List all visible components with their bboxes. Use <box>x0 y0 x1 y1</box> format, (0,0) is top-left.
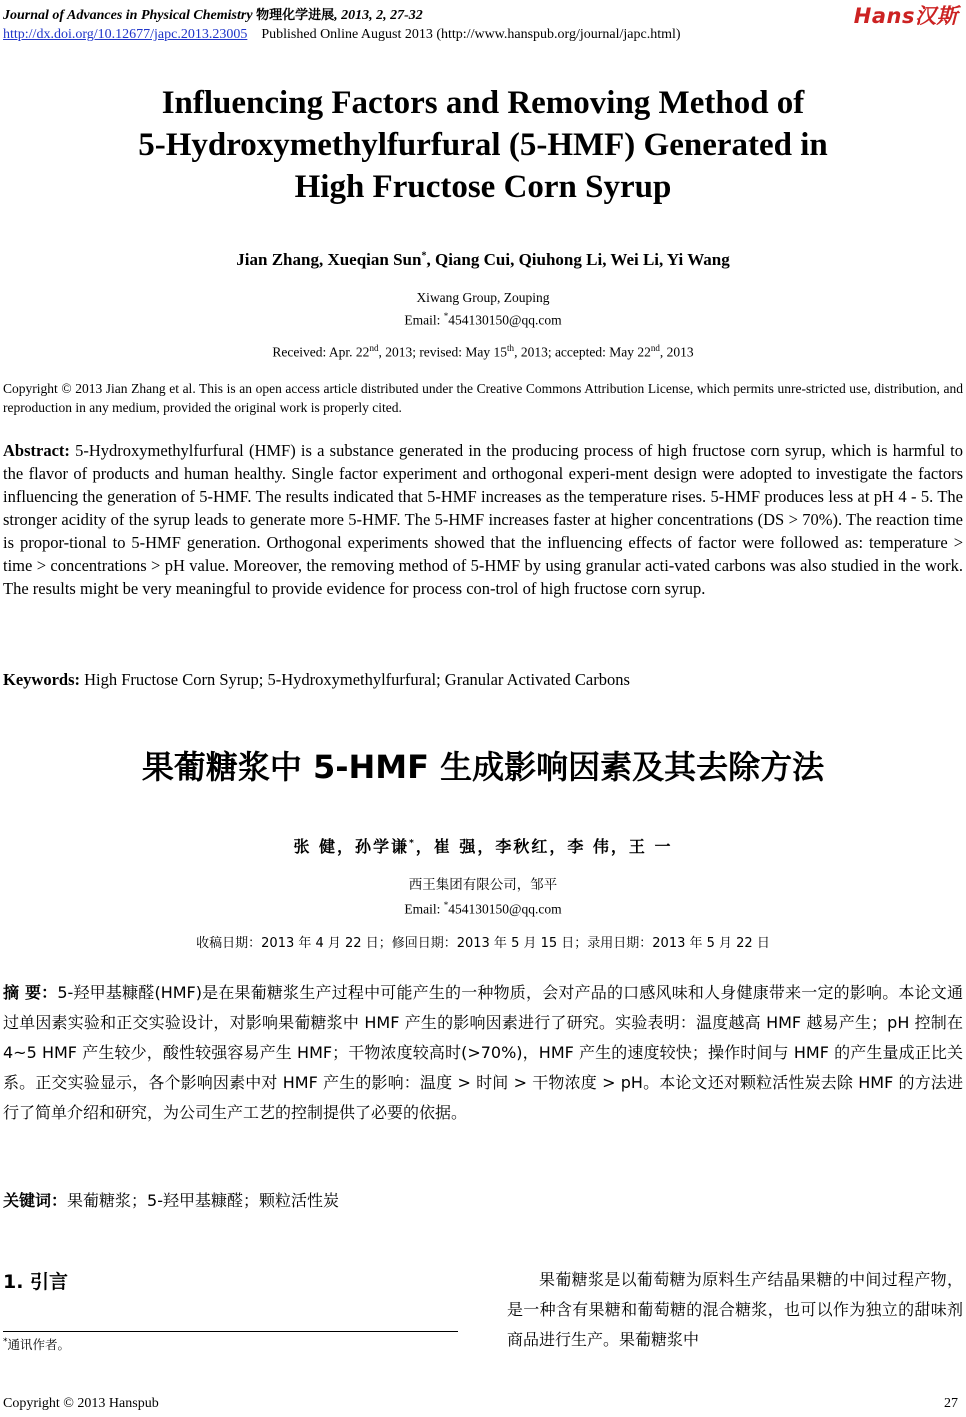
doi-line <box>3 27 681 43</box>
ordinal-sup: th <box>507 343 515 353</box>
received-dates <box>0 343 966 361</box>
cn-author-names-rest: ，崔 强，李秋红，李 伟，王 一 <box>415 837 673 856</box>
cn-keywords <box>3 1188 339 1211</box>
title-line: High Fructose Corn Syrup <box>294 169 672 205</box>
keywords-label: Keywords: <box>3 670 80 689</box>
cn-author-list <box>0 834 966 857</box>
journal-name: Journal of Advances in Physical Chemistry <box>3 8 253 23</box>
cn-paper-title: 果葡糖浆中 5-HMF 生成影响因素及其去除方法 <box>141 748 825 786</box>
abstract <box>3 439 963 600</box>
publisher-logo <box>854 0 958 30</box>
footnote-mark: * <box>3 1336 8 1347</box>
ordinal-sup: nd <box>650 343 660 353</box>
cn-received-dates: 收稿日期：2013 年 4 月 22 日；修回日期：2013 年 5 月 15 日；录用日期：2013 年 5 月 22 日 <box>196 936 770 951</box>
received-part: , 2013; accepted: May 22 <box>514 344 651 360</box>
received-part: Received: Apr. 22 <box>272 344 370 360</box>
copyright-notice: Copyright © 2013 Jian Zhang et al. This is an open access article distributed under the Creative Commons Attribution License, which permits unre-stricted use, distribution, and reproduction in any medium, provided the original work is properly cited. <box>3 381 963 415</box>
cn-email-line <box>0 895 966 920</box>
author-names-rest: , Qiang Cui, Qiuhong Li, Wei Li, Yi Wang <box>426 250 730 269</box>
logo-text: Hans汉斯 <box>853 4 958 28</box>
footer-copyright: Copyright © 2013 Hanspub <box>3 1396 159 1411</box>
ordinal-sup: nd <box>369 343 379 353</box>
email-line <box>0 307 966 330</box>
paper-title <box>0 82 966 208</box>
published-online: Published Online August 2013 (http://www.hanspub.org/journal/japc.html) <box>261 27 681 42</box>
cn-affiliation-block <box>0 875 966 920</box>
cn-abstract-label: 摘 要： <box>3 983 58 1002</box>
title-line: Influencing Factors and Removing Method of <box>161 85 805 121</box>
cn-abstract-text: 5-羟甲基糠醛(HMF)是在果葡糖浆生产过程中可能产生的一种物质，会对产品的口感风味和人身健康带来一定的影响。本论文通过单因素实验和正交实验设计，对影响果葡糖浆中 HMF 产生的影响因素进行了研究。实验表明：温度越高 HMF 越易产生；pH 控制在 4~5 HMF 产生较少，酸性较强容易产生 HMF；干物浓度较高时(>70%)，HMF 产生的速度较快；操作时间与 HMF 的产生量成正比关系。正交实验显示，各个影响因素中对 HMF 产生的影响：温度 > 时间 > 干物浓度 > pH。本论文还对颗粒活性炭去除 HMF 的方法进行了简单介绍和研究，为公司生产工艺的控制提供了必要的依据。 <box>3 983 963 1122</box>
journal-volume: , 2013, 2, 27-32 <box>334 8 423 23</box>
email-mark: * <box>443 311 449 321</box>
footnote-divider <box>3 1331 458 1332</box>
intro-paragraph: 果葡糖浆是以葡萄糖为原料生产结晶果糖的中间过程产物，是一种含有果糖和葡萄糖的混合糖浆，也可以作为独立的甜味剂商品进行生产。果葡糖浆中 <box>507 1270 963 1349</box>
author-list <box>0 250 966 270</box>
abstract-label: Abstract: <box>3 441 70 460</box>
cn-keywords-label: 关键词： <box>3 1191 68 1210</box>
affiliation-block <box>0 289 966 330</box>
received-part: , 2013 <box>659 344 694 360</box>
cn-affiliation: 西王集团有限公司，邹平 <box>408 877 558 893</box>
cn-abstract <box>3 978 963 1128</box>
journal-name-cn: 物理化学进展 <box>256 8 335 23</box>
journal-header <box>3 4 423 24</box>
section-heading: 1. 引言 <box>3 1271 69 1293</box>
keywords <box>3 670 963 690</box>
corresponding-mark: * <box>421 250 427 262</box>
doi-link[interactable]: http://dx.doi.org/10.12677/japc.2013.23005 <box>3 27 248 42</box>
abstract-text: 5-Hydroxymethylfurfural (HMF) is a substance generated in the producing process of high fructose corn syrup, which is harmful to the flavor of products and human healthy. Single factor experiment and orthogonal experi-ment design were adopted to investigate the factors influencing the generation of 5-HMF. The results indicated that 5-HMF increases as the temperature rises. 5-HMF produces less at pH 4 - 5. The stronger acidity of the syrup leads to generate more 5-HMF. The 5-HMF increases faster at higher concentrations (DS > 70%). The reaction time is propor-tional to 5-HMF generation. Orthogonal experiments showed that the influencing effects of factor were followed as: temperature > time > concentrations > pH value. Moreover, the removing method of 5-HMF by using granular acti-vated carbons was also studied in the work. The results might be very meaningful to provide evidence for process con-trol of high fructose corn syrup. <box>3 441 963 598</box>
affiliation: Xiwang Group, Zouping <box>416 290 550 305</box>
cn-keywords-text: 果葡糖浆；5-羟甲基糠醛；颗粒活性炭 <box>67 1191 339 1210</box>
cn-corresponding-mark: * <box>409 838 416 849</box>
author-names: Jian Zhang, Xueqian Sun <box>236 250 422 269</box>
keywords-text: High Fructose Corn Syrup; 5-Hydroxymethylfurfural; Granular Activated Carbons <box>80 670 630 689</box>
footnote <box>3 1335 70 1353</box>
cn-author-names: 张 健，孙学谦 <box>293 837 410 856</box>
email-address: 454130150@qq.com <box>448 901 562 917</box>
page-number: 27 <box>944 1396 958 1411</box>
email-mark: * <box>443 900 449 910</box>
footnote-text: 通讯作者。 <box>7 1337 71 1352</box>
email-label: Email: <box>404 312 444 328</box>
email-label: Email: <box>404 901 444 917</box>
title-line: 5-Hydroxymethylfurfural (5-HMF) Generated in <box>138 127 828 163</box>
received-part: , 2013; revised: May 15 <box>378 344 508 360</box>
email-address: 454130150@qq.com <box>448 312 562 328</box>
